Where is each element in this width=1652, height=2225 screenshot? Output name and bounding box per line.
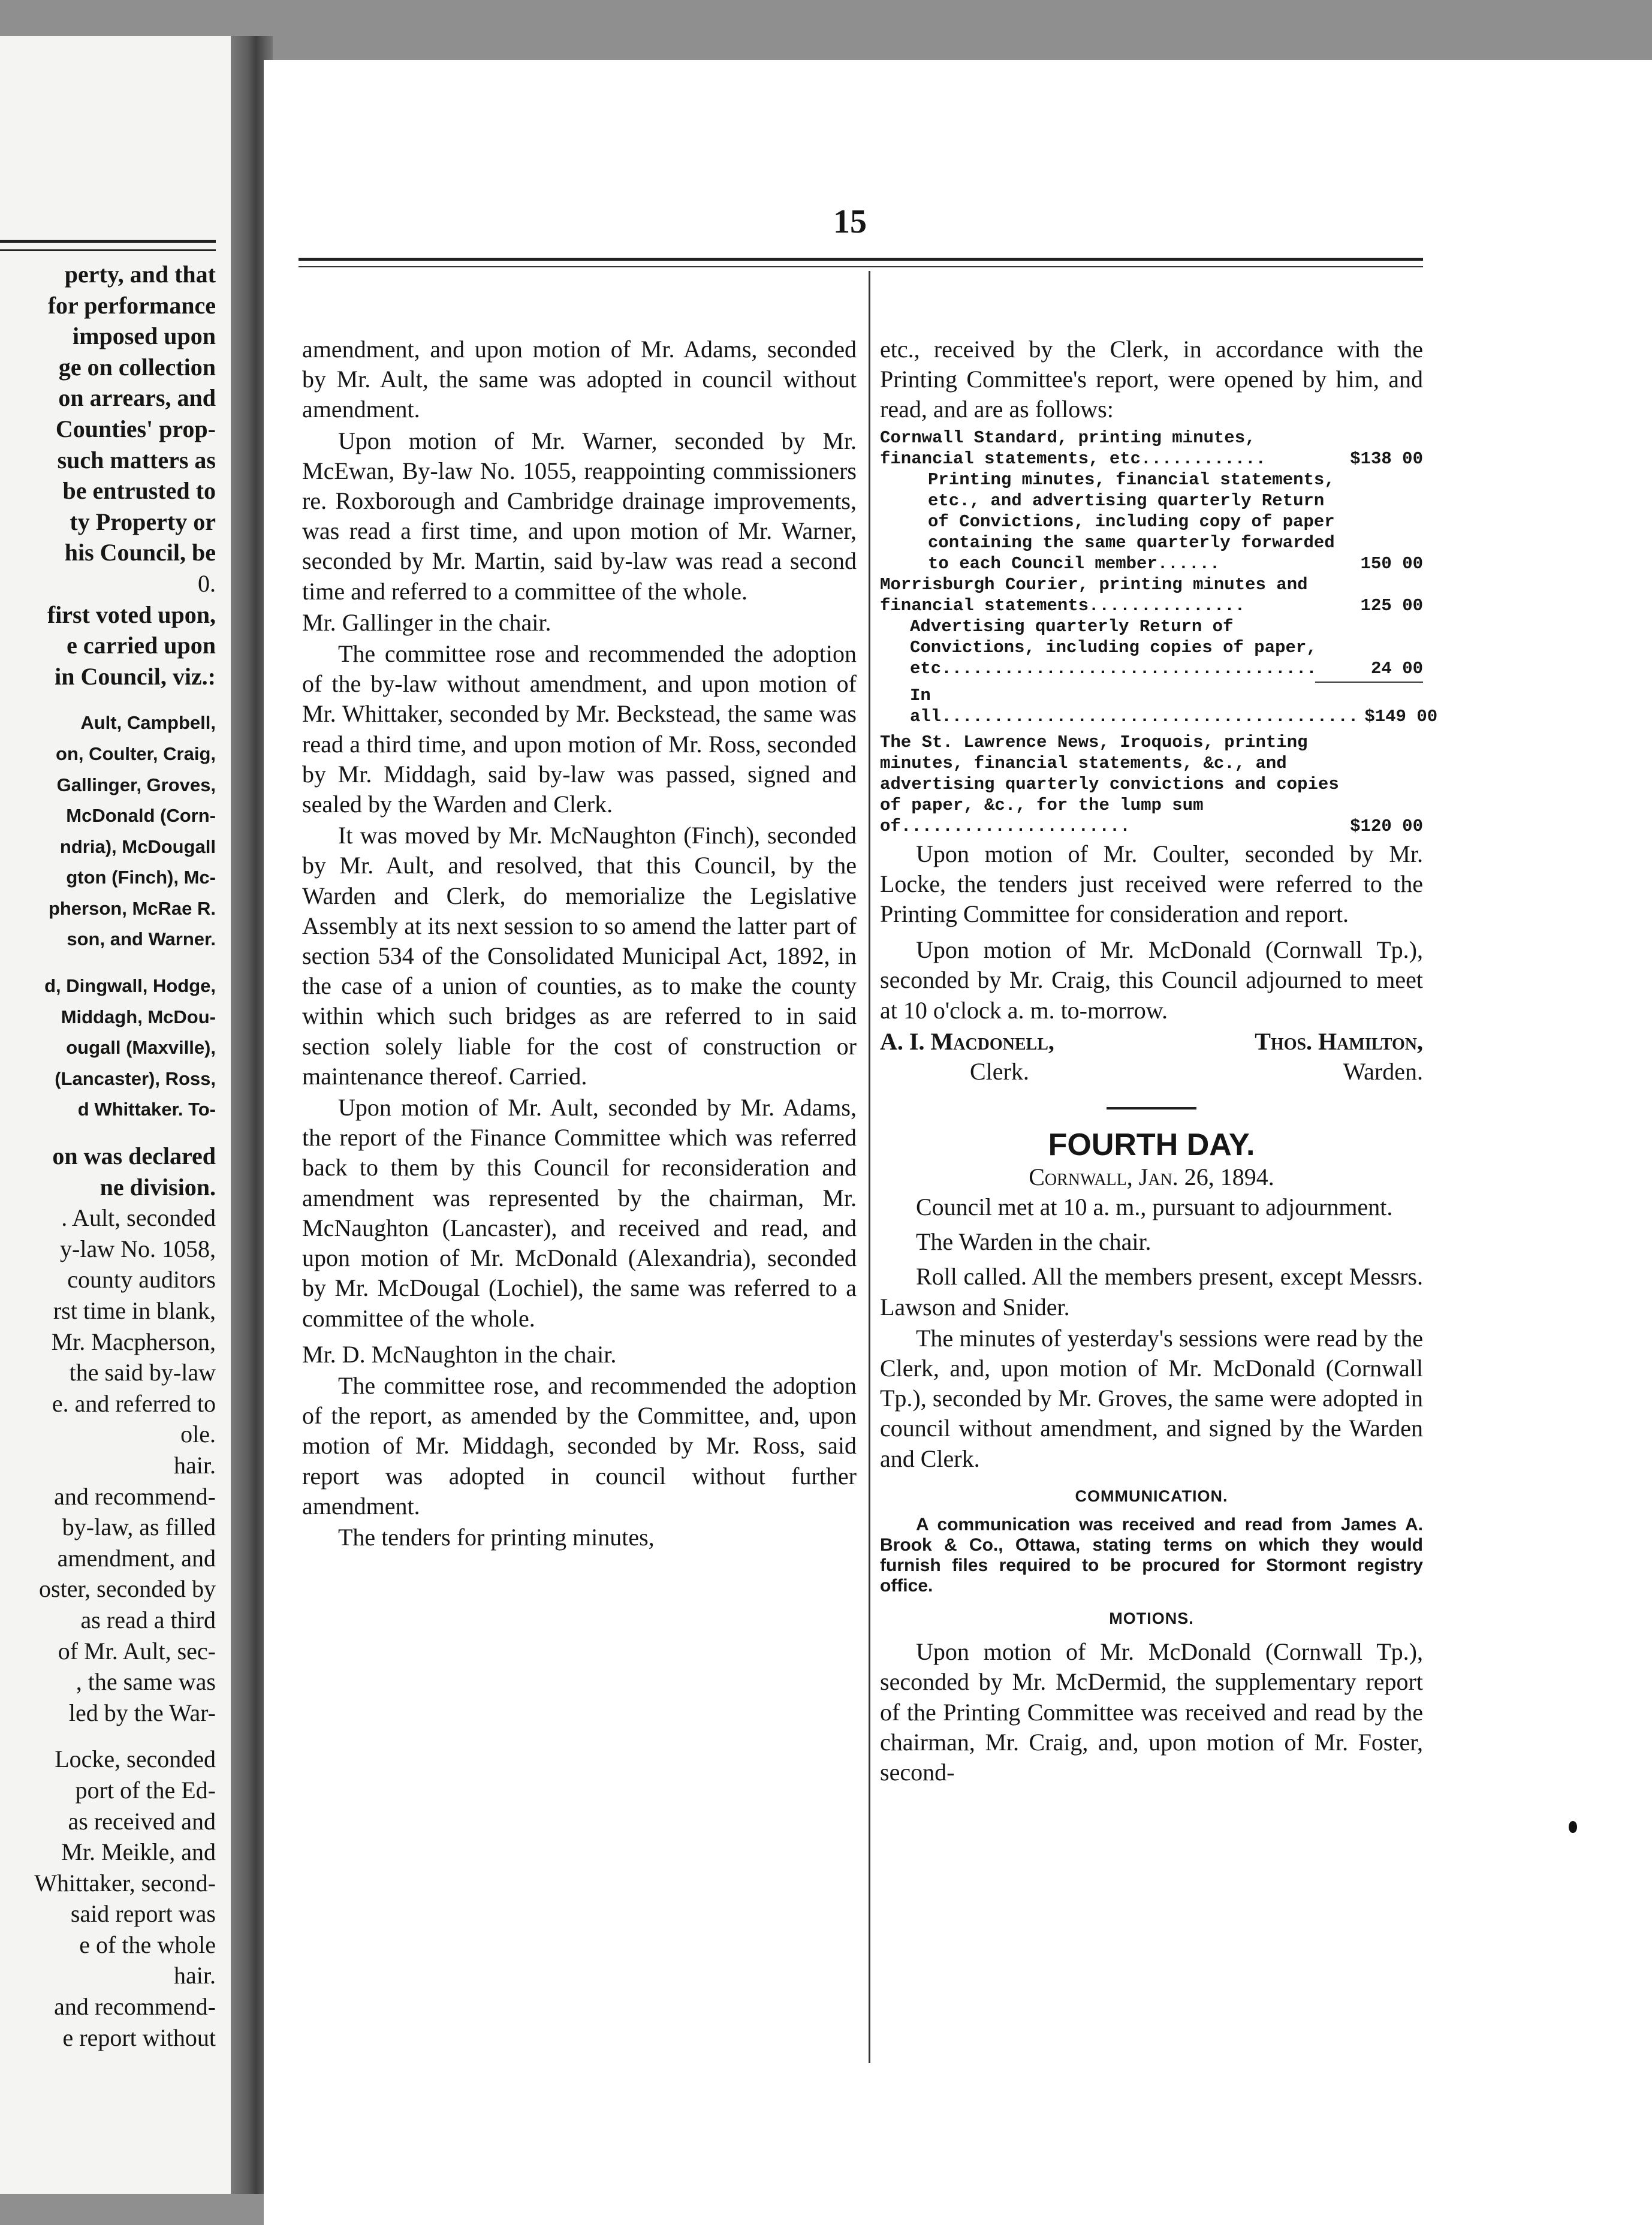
previous-page-line: on arrears, and bbox=[58, 384, 216, 412]
previous-page-line: said report was bbox=[70, 1900, 216, 1928]
previous-page-line: gton (Finch), Mc- bbox=[66, 867, 216, 888]
previous-page-line: ge on collection bbox=[58, 353, 216, 381]
previous-page-line: county auditors bbox=[67, 1266, 216, 1294]
previous-page-line: Gallinger, Groves, bbox=[56, 774, 216, 795]
previous-page-line: amendment, and bbox=[57, 1544, 216, 1572]
previous-page-line: led by the War- bbox=[68, 1699, 216, 1726]
previous-page bbox=[0, 36, 247, 2194]
paragraph: The committee rose, and recommended the adoption of the report, as amended by the Committee, and, upon motion of Mr. Middagh, seconded by Mr. Ross, said report was adopted in council without further amendment. bbox=[302, 1371, 857, 1519]
previous-page-text bbox=[0, 259, 216, 2053]
tender-row bbox=[880, 616, 1423, 679]
paragraph: The tenders for printing minutes, bbox=[338, 1523, 655, 1551]
tender-total-row bbox=[880, 685, 1438, 727]
previous-page-line bbox=[0, 1728, 216, 1744]
communication-heading: COMMUNICATION. bbox=[1075, 1487, 1228, 1505]
tender-amount: 24 00 bbox=[1370, 658, 1423, 679]
clerk-title: Clerk. bbox=[970, 1057, 1029, 1085]
previous-page-line: oster, seconded by bbox=[39, 1575, 216, 1603]
header-rule bbox=[299, 266, 1423, 267]
tender-total-label: In all........................................ bbox=[910, 685, 1359, 726]
tender-description: Morrisburgh Courier, printing minutes and financial statements............... bbox=[880, 574, 1308, 616]
previous-page-line: for performance bbox=[47, 291, 216, 319]
previous-page-line: hair. bbox=[174, 1451, 216, 1479]
tender-row bbox=[880, 574, 1423, 616]
previous-page-line: by-law, as filled bbox=[62, 1514, 216, 1541]
warden-title: Warden. bbox=[1343, 1057, 1423, 1085]
previous-page-line: e of the whole bbox=[79, 1931, 216, 1958]
previous-page-line: first voted upon, bbox=[47, 601, 216, 628]
tender-row bbox=[880, 732, 1423, 837]
previous-page-line: McDonald (Corn- bbox=[66, 805, 216, 827]
section-rule bbox=[1107, 1107, 1196, 1110]
paragraph: Upon motion of Mr. McDonald (Cornwall Tp.), seconded by Mr. Craig, this Council adjourned to meet at 10 o'clock a. m. to-morrow. bbox=[880, 936, 1423, 1024]
previous-page-line: Ault, Campbell, bbox=[80, 712, 216, 734]
previous-page-line: as received and bbox=[68, 1807, 216, 1835]
tender-list bbox=[880, 427, 1438, 837]
left-column bbox=[302, 334, 857, 1552]
previous-page-line: e report without bbox=[62, 2024, 216, 2051]
signature-block bbox=[880, 1027, 1423, 1087]
communication-text: A communication was received and read from James A. Brook & Co., Ottawa, stating terms on which they would furnish files required to be procured for Stormont registry office. bbox=[880, 1515, 1423, 1596]
dateline: Cornwall, Jan. 26, 1894. bbox=[1029, 1163, 1274, 1190]
previous-page-line: port of the Ed- bbox=[75, 1776, 216, 1804]
ink-spot bbox=[1569, 1821, 1577, 1833]
previous-page-line: d, Dingwall, Hodge, bbox=[44, 975, 216, 997]
tender-description: Advertising quarterly Return of Convictions, including copies of paper, etc.................................... bbox=[910, 616, 1317, 679]
previous-page-line: Mr. Macpherson, bbox=[51, 1328, 216, 1355]
previous-page-line: e carried upon bbox=[67, 632, 216, 659]
previous-page-line: in Council, viz.: bbox=[55, 662, 216, 690]
previous-page-line: on was declared bbox=[52, 1142, 216, 1170]
paragraph: Upon motion of Mr. Coulter, seconded by Mr. Locke, the tenders just received were referred to the Printing Committee for consideration and report. bbox=[880, 840, 1423, 928]
tender-sum-rule bbox=[1315, 682, 1423, 683]
clerk-name: A. I. Macdonell, bbox=[880, 1027, 1054, 1055]
previous-page-line: , the same was bbox=[76, 1668, 216, 1696]
paragraph: Upon motion of Mr. McDonald (Cornwall Tp.), seconded by Mr. McDermid, the supplementary report of the Printing Committee was received and read by the chairman, Mr. Craig, and, upon motion of Mr. Foster, second- bbox=[880, 1638, 1423, 1786]
previous-page-line: hair. bbox=[174, 1962, 216, 1989]
previous-page-line: his Council, be bbox=[64, 539, 216, 566]
paragraph: The committee rose and recommended the adoption of the by-law without amendment, and upon motion of Mr. Whittaker, seconded by Mr. Beckstead, the same was read a third time, and upon motion of Mr. Ross, seconded by Mr. Middagh, said by-law was passed, signed and sealed by the Warden and Clerk. bbox=[302, 640, 857, 818]
previous-page-line: rst time in blank, bbox=[53, 1297, 216, 1324]
previous-page-line: 0. bbox=[198, 569, 216, 597]
page bbox=[264, 60, 1652, 2225]
warden-signature bbox=[1255, 1027, 1423, 1087]
previous-page-line: ty Property or bbox=[70, 508, 216, 535]
previous-page-line: pherson, McRae R. bbox=[48, 897, 216, 919]
previous-page-line: . Ault, seconded bbox=[61, 1204, 216, 1232]
previous-page-line: be entrusted to bbox=[62, 477, 216, 505]
previous-page-line: ougall (Maxville), bbox=[66, 1037, 216, 1059]
previous-page-line: such matters as bbox=[57, 446, 216, 474]
previous-page-rule bbox=[0, 249, 216, 251]
page-number: 15 bbox=[833, 203, 867, 240]
previous-page-rule bbox=[0, 240, 216, 243]
tender-total-amount: $149 00 bbox=[1364, 706, 1438, 726]
tender-description: The St. Lawrence News, Iroquois, printing minutes, financial statements, &c., and advertising quarterly convictions and copies of paper, &c., for the lump sum of...................... bbox=[880, 732, 1339, 836]
previous-page-line: Locke, seconded bbox=[55, 1745, 216, 1773]
previous-page-line: e. and referred to bbox=[52, 1389, 216, 1417]
column-divider bbox=[869, 271, 870, 2063]
paragraph: The minutes of yesterday's sessions were read by the Clerk, and, upon motion of Mr. McDonald (Cornwall Tp.), seconded by Mr. Groves, the same were adopted in council without amendment, and signed by the Warden and Clerk. bbox=[880, 1324, 1423, 1472]
paragraph: Upon motion of Mr. Warner, seconded by Mr. McEwan, By-law No. 1055, reappointing commissioners re. Roxborough and Cambridge drainage improvements, was read a first time, and upon motion of Mr. Warner, seconded by Mr. Martin, said by-law was read a second time and referred to a committee of the whole. bbox=[302, 427, 857, 605]
header-rule bbox=[299, 258, 1423, 261]
previous-page-line bbox=[0, 692, 216, 707]
previous-page-line: ole. bbox=[180, 1421, 216, 1448]
previous-page-line: y-law No. 1058, bbox=[60, 1235, 216, 1262]
tender-amount: $138 00 bbox=[1350, 448, 1423, 469]
tender-amount: 125 00 bbox=[1360, 595, 1423, 616]
clerk-signature bbox=[880, 1027, 1054, 1087]
previous-page-line: Mr. Meikle, and bbox=[61, 1838, 216, 1866]
warden-name: Thos. Hamilton, bbox=[1255, 1027, 1423, 1055]
paragraph: Council met at 10 a. m., pursuant to adjournment. bbox=[916, 1193, 1393, 1221]
previous-page-line: ndria), McDougall bbox=[59, 836, 216, 857]
previous-page-line: on, Coulter, Craig, bbox=[56, 743, 216, 764]
previous-page-line: (Lancaster), Ross, bbox=[55, 1068, 216, 1089]
tender-row bbox=[880, 469, 1423, 574]
previous-page-line: as read a third bbox=[80, 1606, 216, 1633]
chair-note: Mr. Gallinger in the chair. bbox=[302, 608, 551, 636]
previous-page-line: of Mr. Ault, sec- bbox=[58, 1637, 216, 1665]
motions-heading: MOTIONS. bbox=[1109, 1609, 1194, 1628]
right-column bbox=[880, 334, 1438, 1787]
paragraph: Upon motion of Mr. Ault, seconded by Mr. Adams, the report of the Finance Committee which was referred back to them by this Council for reconsideration and amendment was represented by the chairman, Mr. McNaughton (Lancaster), and received and read, and upon motion of Mr. McDonald (Alexandria), seconded by Mr. McDougal (Lochiel), the same was referred to a committee of the whole. bbox=[302, 1094, 857, 1332]
previous-page-line: the said by-law bbox=[69, 1359, 216, 1386]
previous-page-line bbox=[0, 955, 216, 970]
previous-page-line: Middagh, McDou- bbox=[61, 1006, 216, 1027]
previous-page-line: Whittaker, second- bbox=[34, 1869, 216, 1897]
section-heading: FOURTH DAY. bbox=[1048, 1127, 1255, 1162]
previous-page-line: imposed upon bbox=[73, 322, 216, 350]
tender-amount: 150 00 bbox=[1360, 553, 1423, 574]
previous-page-line: son, and Warner. bbox=[67, 928, 216, 950]
tender-description: Printing minutes, financial statements, etc., and advertising quarterly Return of Convictions, including copy of paper containing the same quarterly forwarded to each Council member...... bbox=[928, 469, 1335, 574]
previous-page-line: perty, and that bbox=[64, 261, 216, 288]
previous-page-line: Counties' prop- bbox=[55, 415, 216, 442]
paragraph: Roll called. All the members present, except Messrs. Lawson and Snider. bbox=[880, 1263, 1423, 1320]
previous-page-line: and recommend- bbox=[54, 1482, 216, 1510]
previous-page-line: ne division. bbox=[100, 1173, 216, 1201]
tender-amount: $120 00 bbox=[1350, 816, 1423, 836]
paragraph: etc., received by the Clerk, in accordance with the Printing Committee's report, were opened by him, and read, and are as follows: bbox=[880, 336, 1423, 423]
tender-row bbox=[880, 427, 1423, 469]
previous-page-line: and recommend- bbox=[54, 1993, 216, 2021]
tender-description: Cornwall Standard, printing minutes, financial statements, etc............ bbox=[880, 427, 1266, 469]
previous-page-line: d Whittaker. To- bbox=[77, 1099, 216, 1120]
paragraph: It was moved by Mr. McNaughton (Finch), seconded by Mr. Ault, and resolved, that this Council, by the Warden and Clerk, do memorialize the Legislative Assembly at its next session to so amend the latter part of section 534 of the Consolidated Municipal Act, 1892, in the case of a union of counties, as to make the county within which such bridges as are referred to in said section solely liable for the cost of construction or maintenance thereof. Carried. bbox=[302, 822, 857, 1090]
paragraph: amendment, and upon motion of Mr. Adams, seconded by Mr. Ault, the same was adopted in council without amendment. bbox=[302, 336, 857, 423]
paragraph: The Warden in the chair. bbox=[916, 1228, 1151, 1256]
chair-note: Mr. D. McNaughton in the chair. bbox=[302, 1340, 617, 1368]
previous-page-line bbox=[0, 1125, 216, 1141]
